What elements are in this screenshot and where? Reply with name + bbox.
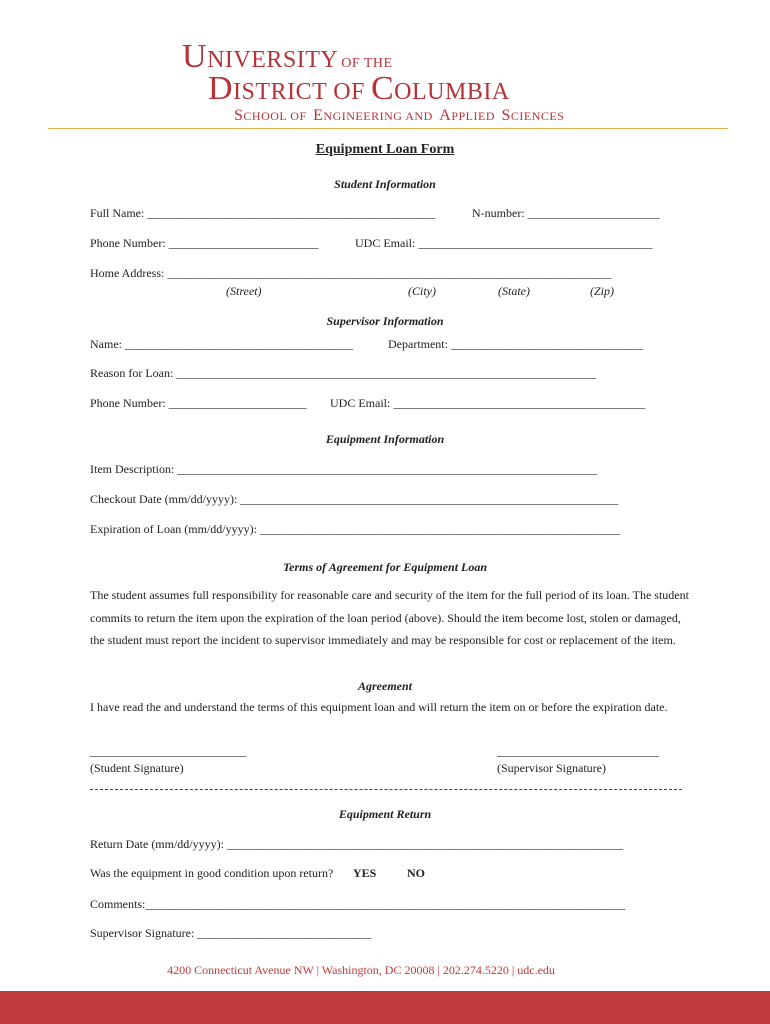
checkout-date-field[interactable]: Checkout Date (mm/dd/yyyy): _______________________________________________________________ [90, 492, 619, 506]
footer-bar [0, 991, 770, 1024]
return-section-heading: Equipment Return [338, 807, 432, 821]
reason-field[interactable]: Reason for Loan: ______________________________________________________________________ [90, 366, 597, 380]
zip-hint: (Zip) [590, 284, 614, 298]
department-field[interactable]: Department: ________________________________ [388, 337, 643, 351]
supervisor-final-signature-field[interactable]: Supervisor Signature: _____________________________ [90, 926, 372, 940]
header-divider [48, 128, 728, 129]
street-hint: (Street) [226, 284, 262, 298]
student-signature-label: (Student Signature) [90, 761, 184, 775]
footer-contact: 4200 Connecticut Avenue NW | Washington, DC 20008 | 202.274.5220 | udc.edu [167, 963, 555, 977]
n-number-field[interactable]: N-number: ______________________ [472, 206, 660, 220]
student-email-field[interactable]: UDC Email: _______________________________________ [355, 236, 653, 250]
item-description-field[interactable]: Item Description: ______________________________________________________________________ [90, 462, 598, 476]
student-section-heading: Student Information [334, 177, 436, 191]
supervisor-name-field[interactable]: Name: ______________________________________ [90, 337, 353, 351]
equipment-section-heading: Equipment Information [325, 432, 445, 446]
student-phone-field[interactable]: Phone Number: _________________________ [90, 236, 319, 250]
supervisor-signature-label: (Supervisor Signature) [497, 761, 606, 775]
agreement-paragraph: I have read the and understand the terms of this equipment loan and will return the item on or before the expiration date. [90, 700, 668, 714]
logo-line-university: UNIVERSITY OF THE [182, 38, 393, 75]
state-hint: (State) [498, 284, 530, 298]
return-date-field[interactable]: Return Date (mm/dd/yyyy): __________________________________________________________________ [90, 837, 623, 851]
no-option[interactable]: NO [407, 866, 425, 880]
section-separator [90, 789, 682, 790]
supervisor-phone-field[interactable]: Phone Number: _______________________ [90, 396, 307, 410]
comments-field[interactable]: Comments:________________________________________________________________________________ [90, 897, 626, 911]
form-title: Equipment Loan Form [315, 142, 455, 157]
supervisor-section-heading: Supervisor Information [326, 314, 444, 328]
agreement-heading: Agreement [358, 679, 412, 693]
supervisor-signature-line[interactable]: ___________________________ [497, 744, 659, 758]
expiration-date-field[interactable]: Expiration of Loan (mm/dd/yyyy): ____________________________________________________________ [90, 522, 620, 536]
full-name-field[interactable]: Full Name: ________________________________________________ [90, 206, 436, 220]
home-address-field[interactable]: Home Address: __________________________________________________________________________ [90, 266, 612, 280]
logo-line-school: SCHOOL OF ENGINEERING AND APPLIED SCIENCES [234, 107, 565, 124]
terms-paragraph: The student assumes full responsibility for reasonable care and security of the item for the full period of its loan. The student commits to return the item upon the expiration of the loan period (above). Should the item become lost, stolen or damaged, the student must report the incident to supervisor immediately and may be responsible for cost or replacement of the item. [90, 588, 689, 647]
city-hint: (City) [408, 284, 436, 298]
supervisor-email-field[interactable]: UDC Email: __________________________________________ [330, 396, 646, 410]
yes-option[interactable]: YES [353, 866, 377, 880]
student-signature-line[interactable]: __________________________ [90, 744, 246, 758]
logo-line-district: DISTRICT OF COLUMBIA [208, 70, 510, 107]
terms-heading: Terms of Agreement for Equipment Loan [282, 560, 488, 574]
condition-question: Was the equipment in good condition upon return? [90, 866, 334, 880]
